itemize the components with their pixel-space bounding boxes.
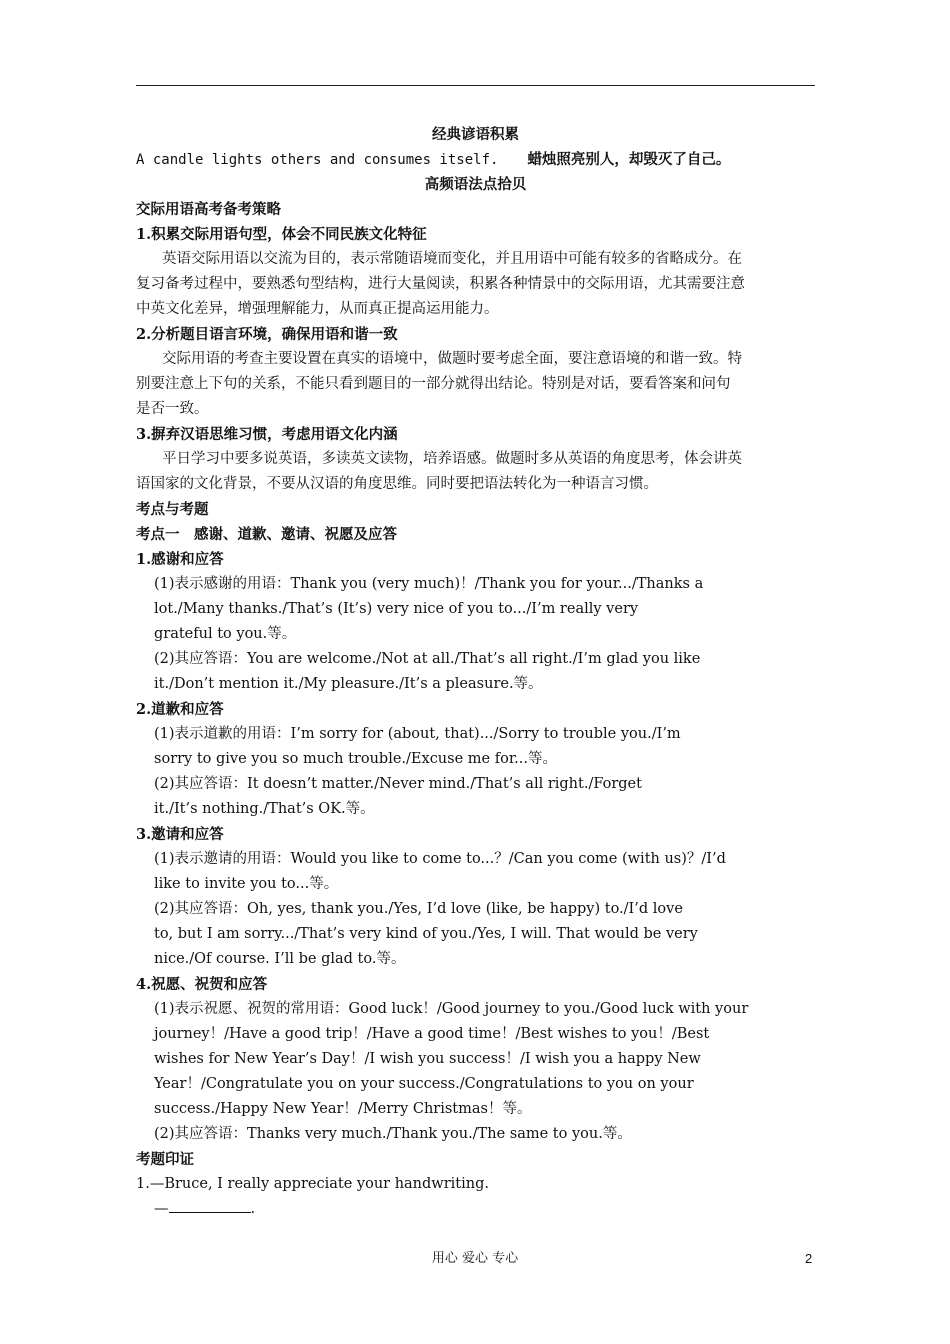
proverb-chinese: 蜡烛照亮别人，却毁灭了自己。 bbox=[527, 151, 731, 168]
wishes-text: (1)表示祝愿、祝贺的常用语：Good luck！/Good journey to you./Good luck with your bbox=[154, 1001, 749, 1017]
apology-text: it./It’s nothing./That’s OK.等。 bbox=[154, 801, 375, 817]
strategy-1-heading: 1.积累交际用语句型，体会不同民族文化特征 bbox=[136, 226, 427, 243]
invitation-text: like to invite you to...等。 bbox=[154, 876, 339, 892]
strategy-2-text: 交际用语的考查主要设置在真实的语境中，做题时要考虑全面，要注意语境的和谐一致。特 bbox=[162, 351, 742, 367]
strategy-1-text: 英语交际用语以交流为目的，表示常随语境而变化，并且用语中可能有较多的省略成分。在 bbox=[162, 251, 742, 267]
strategy-1-text: 复习备考过程中，要熟悉句型结构，进行大量阅读，积累各种情景中的交际用语，尤其需要注意 bbox=[136, 276, 745, 292]
apology-text: (1)表示道歉的用语：I’m sorry for (about, that).../Sorry to trouble you./I’m bbox=[154, 726, 681, 742]
point-1-heading: 考点一 感谢、道歉、邀请、祝愿及应答 bbox=[136, 526, 397, 543]
exercise-heading: 考题印证 bbox=[136, 1151, 194, 1168]
thanks-text: grateful to you.等。 bbox=[154, 626, 297, 642]
wishes-text: journey！/Have a good trip！/Have a good time！/Best wishes to you！/Best bbox=[154, 1026, 710, 1042]
answer-blank[interactable] bbox=[169, 1198, 251, 1213]
wishes-text: Year！/Congratulate you on your success./Congratulations to you on your bbox=[154, 1076, 694, 1092]
question-1-prompt: 1.—Bruce, I really appreciate your handwriting. bbox=[136, 1176, 489, 1192]
grammar-section-title: 高频语法点拾贝 bbox=[424, 176, 527, 193]
exam-points-heading: 考点与考题 bbox=[136, 501, 209, 518]
invitation-text: (1)表示邀请的用语：Would you like to come to...？/Can you come (with us)？/I’d bbox=[154, 851, 726, 867]
answer-dash: — bbox=[154, 1201, 169, 1217]
strategy-2-heading: 2.分析题目语言环境，确保用语和谐一致 bbox=[136, 326, 398, 343]
strategy-1-text: 中英文化差异，增强理解能力，从而真正提高运用能力。 bbox=[136, 301, 499, 317]
page-footer bbox=[0, 1248, 950, 1270]
thanks-text: (1)表示感谢的用语：Thank you (very much)！/Thank you for your.../Thanks a bbox=[154, 576, 704, 592]
proverb-section-title: 经典谚语积累 bbox=[432, 126, 519, 143]
strategy-3-heading: 3.摒弃汉语思维习惯，考虑用语文化内涵 bbox=[136, 426, 398, 443]
document-body bbox=[136, 122, 815, 1222]
strategy-2-text: 是否一致。 bbox=[136, 401, 209, 417]
wishes-heading: 4.祝愿、祝贺和应答 bbox=[136, 976, 268, 993]
apology-text: (2)其应答语：It doesn’t matter./Never mind./That’s all right./Forget bbox=[154, 776, 642, 792]
proverb-english: A candle lights others and consumes itself. bbox=[136, 152, 499, 168]
thanks-text: lot./Many thanks./That’s (It’s) very nice of you to.../I’m really very bbox=[154, 601, 639, 617]
page-number: 2 bbox=[805, 1251, 813, 1266]
invitation-text: nice./Of course. I’ll be glad to.等。 bbox=[154, 951, 406, 967]
thanks-text: (2)其应答语：You are welcome./Not at all./That’s all right./I’m glad you like bbox=[154, 651, 701, 667]
invitation-text: (2)其应答语：Oh, yes, thank you./Yes, I’d love (like, be happy) to./I’d love bbox=[154, 901, 683, 917]
strategy-2-text: 别要注意上下句的关系，不能只看到题目的一部分就得出结论。特别是对话，要看答案和问句 bbox=[136, 376, 731, 392]
wishes-text: (2)其应答语：Thanks very much./Thank you./The same to you.等。 bbox=[154, 1126, 632, 1142]
wishes-text: wishes for New Year’s Day！/I wish you success！/I wish you a happy New bbox=[154, 1051, 701, 1067]
question-1-answer-line bbox=[136, 1197, 815, 1222]
apology-text: sorry to give you so much trouble./Excuse me for...等。 bbox=[154, 751, 557, 767]
strategy-3-text: 语国家的文化背景，不要从汉语的角度思维。同时要把语法转化为一种语言习惯。 bbox=[136, 476, 658, 492]
thanks-heading: 1.感谢和应答 bbox=[136, 551, 224, 568]
proverb-line bbox=[136, 147, 815, 172]
thanks-text: it./Don’t mention it./My pleasure./It’s a pleasure.等。 bbox=[154, 676, 543, 692]
apology-heading: 2.道歉和应答 bbox=[136, 701, 224, 718]
invitation-heading: 3.邀请和应答 bbox=[136, 826, 224, 843]
header-rule bbox=[136, 85, 815, 86]
wishes-text: success./Happy New Year！/Merry Christmas！等。 bbox=[154, 1101, 532, 1117]
invitation-text: to, but I am sorry.../That’s very kind of you./Yes, I will. That would be very bbox=[154, 926, 698, 942]
answer-period: . bbox=[250, 1201, 256, 1217]
strategy-heading: 交际用语高考备考策略 bbox=[136, 201, 281, 218]
footer-motto: 用心 爱心 专心 bbox=[431, 1251, 519, 1266]
strategy-3-text: 平日学习中要多说英语，多读英文读物，培养语感。做题时多从英语的角度思考，体会讲英 bbox=[162, 451, 742, 467]
